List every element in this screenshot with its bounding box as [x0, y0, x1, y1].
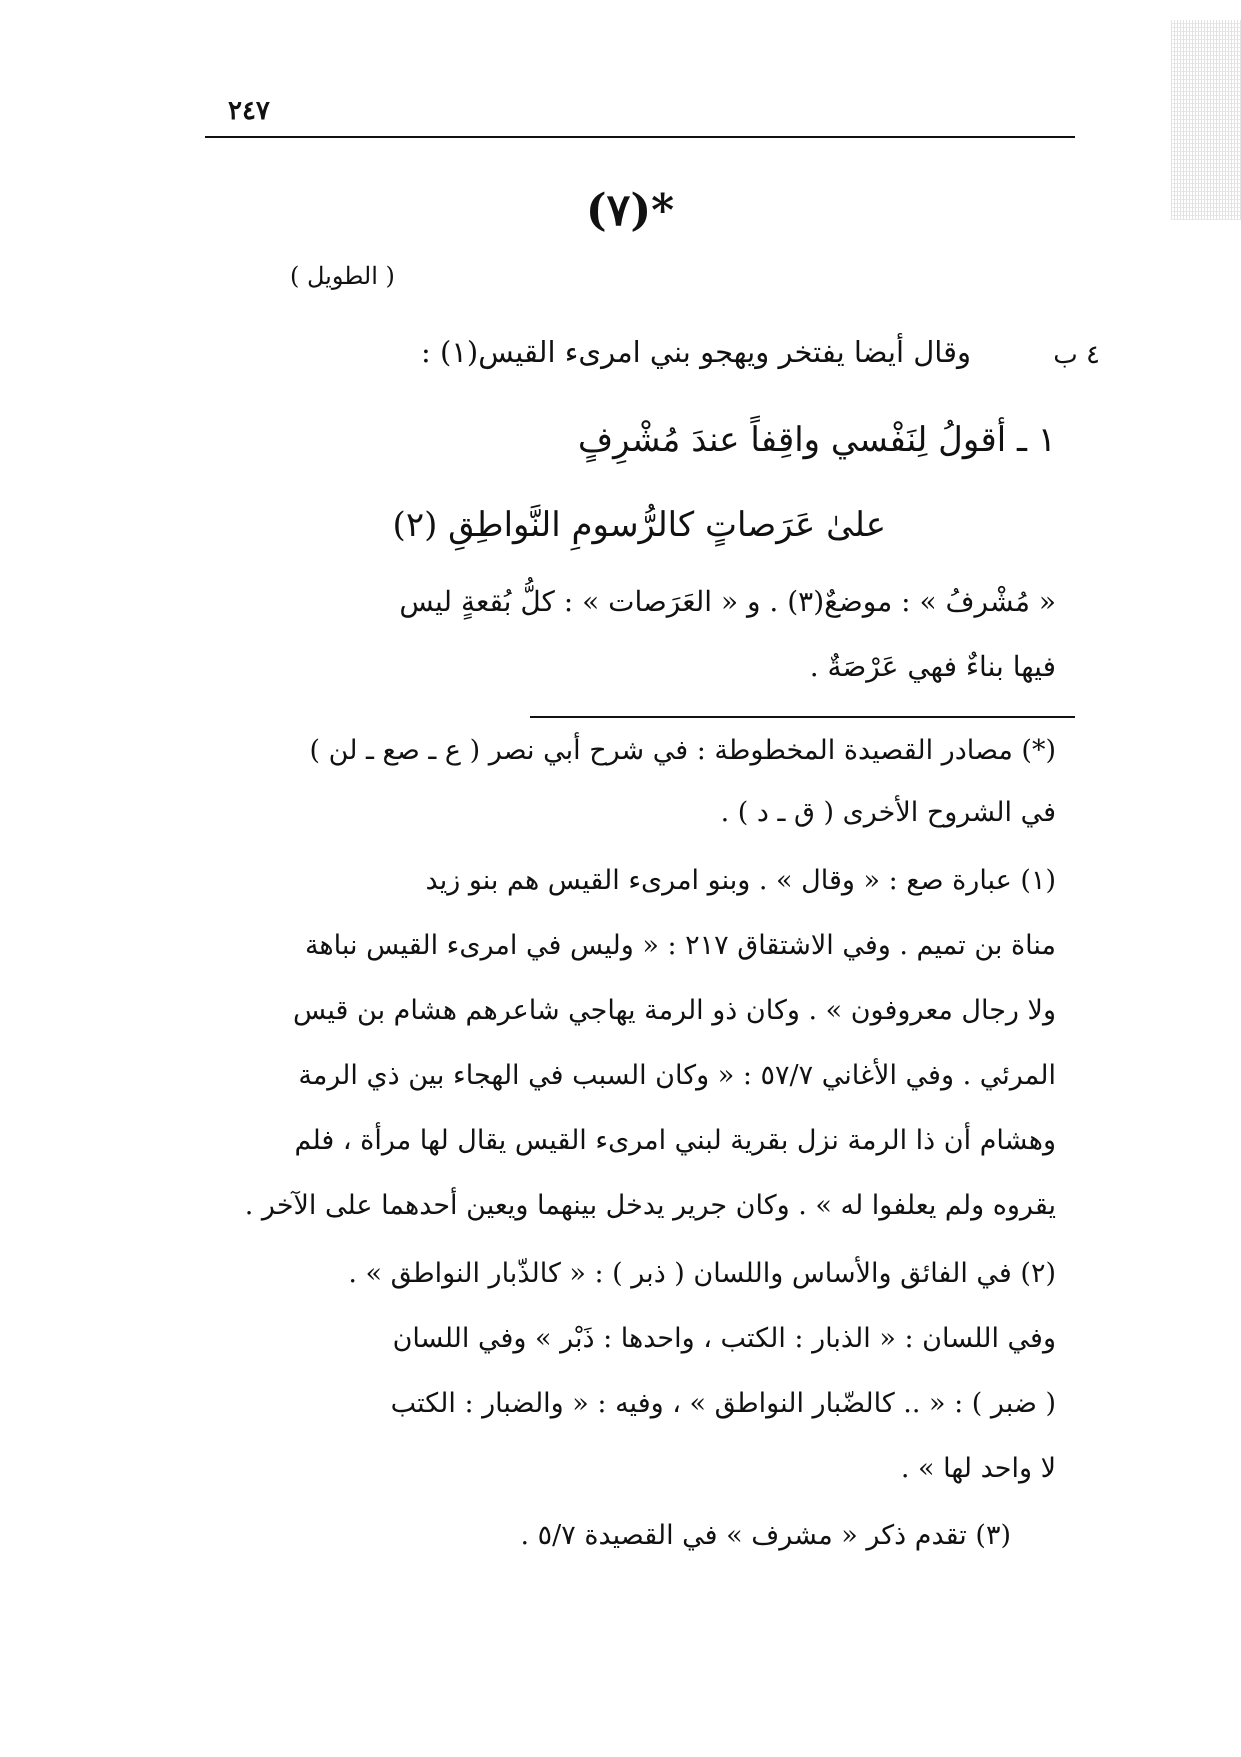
- header-rule: [205, 136, 1075, 138]
- gloss-line-1: « مُشْرفُ » : موضعٌ(٣) . و « العَرَصات » : كلُّ بُقعةٍ ليس: [399, 585, 1056, 618]
- poem-number: *(٧): [585, 185, 675, 236]
- footnote-1-line-1: (١) عبارة صع : « وقال » . وبنو امرىء القيس هم بنو زيد: [425, 865, 1056, 896]
- footnote-1-line-3: ولا رجال معروفون » . وكان ذو الرمة يهاجي شاعرهم هشام بن قيس: [292, 995, 1056, 1026]
- poem-meter: ( الطويل ): [290, 262, 395, 290]
- footnote-3-line-1: (٣) تقدم ذكر « مشرف » في القصيدة ٥/٧ .: [520, 1520, 1011, 1551]
- footnote-1-line-2: مناة بن تميم . وفي الاشتقاق ٢١٧ : « وليس في امرىء القيس نباهة: [304, 930, 1056, 961]
- scan-edge-shading: [1171, 20, 1241, 220]
- footnote-2-line-4: لا واحد لها » .: [900, 1453, 1056, 1484]
- manuscript-folio-marker: ٤ ب: [1053, 340, 1100, 370]
- footnote-2-line-1: (٢) في الفائق والأساس واللسان ( ذبر ) : « كالذّبار النواطق » .: [348, 1258, 1056, 1289]
- footnote-2-line-3: ( ضبر ) : « .. كالضّبار النواطق » ، وفيه : « والضبار : الكتب: [390, 1388, 1056, 1419]
- poem-intro: وقال أيضا يفتخر ويهجو بني امرىء القيس(١) :: [421, 335, 971, 369]
- footnote-1-line-6: يقروه ولم يعلفوا له » . وكان جرير يدخل بينهما ويعين أحدهما على الآخر .: [244, 1190, 1056, 1221]
- verse-1-first-hemistich: ١ ـ أقولُ لِنَفْسي واقِفاً عندَ مُشْرِفٍ: [577, 420, 1056, 460]
- gloss-line-2: فيها بناءٌ فهي عَرْصَةٌ .: [809, 650, 1056, 683]
- footnote-1-line-5: وهشام أن ذا الرمة نزل بقرية لبني امرىء القيس يقال لها مرأة ، فلم: [294, 1125, 1056, 1156]
- footnote-separator: [530, 716, 1075, 718]
- footnote-2-line-2: وفي اللسان : « الذبار : الكتب ، واحدها : ذَبْر » وفي اللسان: [392, 1323, 1056, 1354]
- footnote-star-line-2: في الشروح الأخرى ( ق ـ د ) .: [720, 797, 1056, 828]
- footnote-star-line-1: (*) مصادر القصيدة المخطوطة : في شرح أبي نصر ( ع ـ صع ـ لن ): [309, 735, 1056, 766]
- page-number: ٢٤٧: [228, 96, 270, 126]
- footnote-1-line-4: المرئي . وفي الأغاني ٥٧/٧ : « وكان السبب في الهجاء بين ذي الرمة: [298, 1060, 1056, 1091]
- verse-1-second-hemistich: علىٰ عَرَصاتٍ كالرُّسومِ النَّواطِقِ (٢): [392, 505, 886, 545]
